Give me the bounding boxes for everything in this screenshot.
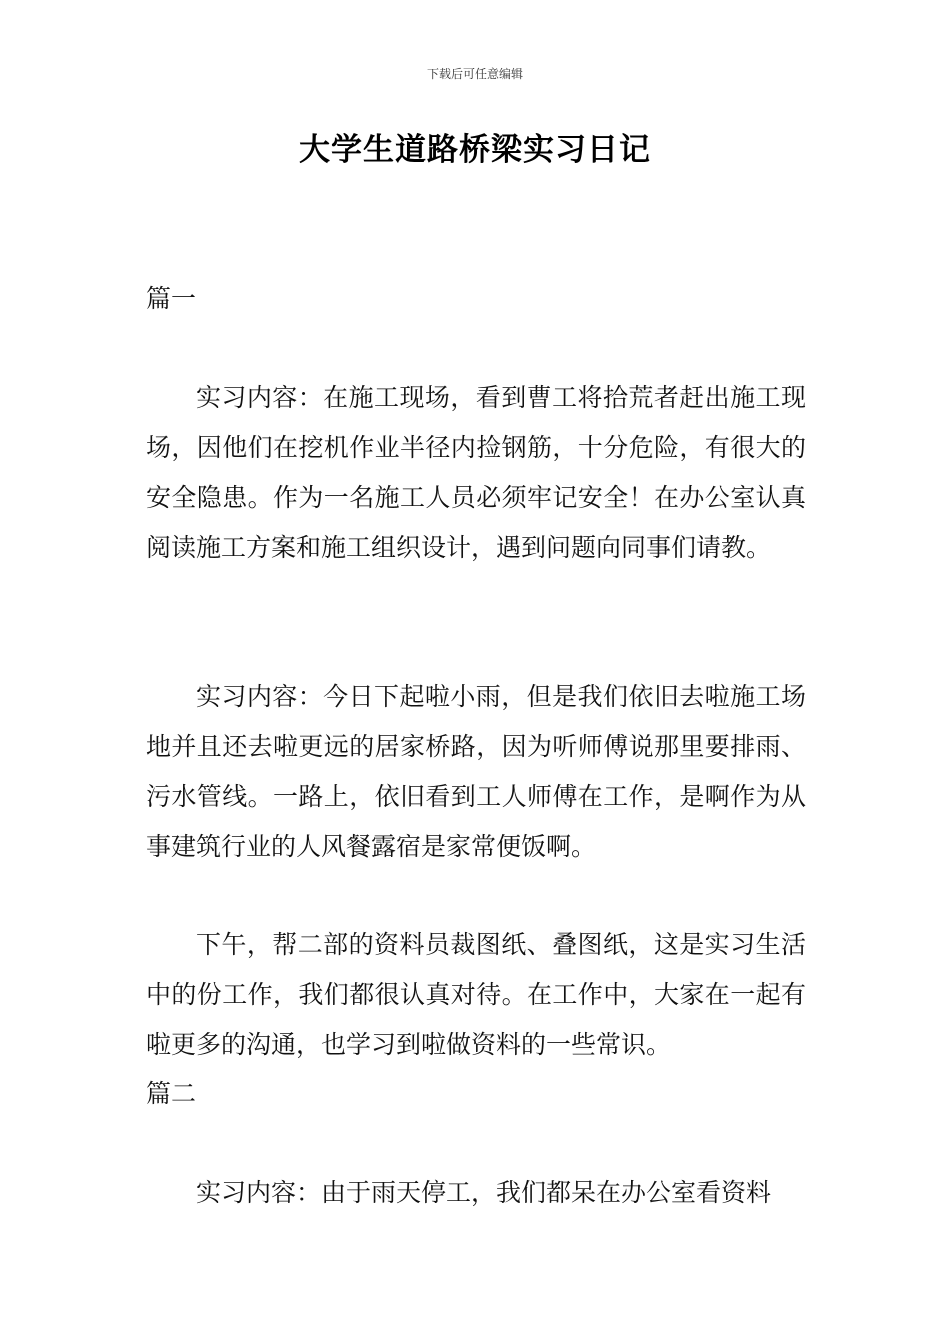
section-heading-2: 篇二 bbox=[146, 1079, 197, 1108]
header-note: 下载后可任意编辑 bbox=[426, 67, 523, 81]
paragraph: 实习内容：今日下起啦小雨，但是我们依旧去啦施工场地并且还去啦更远的居家桥路，因为听师傅说那里要排雨、污水管线。一路上，依旧看到工人师傅在工作，是啊作为从事建筑行业的人风餐露宿是家常便饭啊。 bbox=[146, 682, 806, 861]
section-heading-1: 篇一 bbox=[146, 284, 197, 313]
paragraph: 下午，帮二部的资料员裁图纸、叠图纸，这是实习生活中的份工作，我们都很认真对待。在工作中，大家在一起有啦更多的沟通，也学习到啦做资料的一些常识。 bbox=[146, 930, 806, 1059]
paragraph: 实习内容：在施工现场，看到曹工将拾荒者赶出施工现场，因他们在挖机作业半径内捡钢筋，十分危险，有很大的安全隐患。作为一名施工人员必须牢记安全！在办公室认真阅读施工方案和施工组织设计，遇到问题向同事们请教。 bbox=[146, 383, 806, 562]
document-title: 大学生道路桥梁实习日记 bbox=[299, 132, 651, 168]
paragraph: 实习内容：由于雨天停工，我们都呆在办公室看资料 bbox=[196, 1178, 772, 1207]
